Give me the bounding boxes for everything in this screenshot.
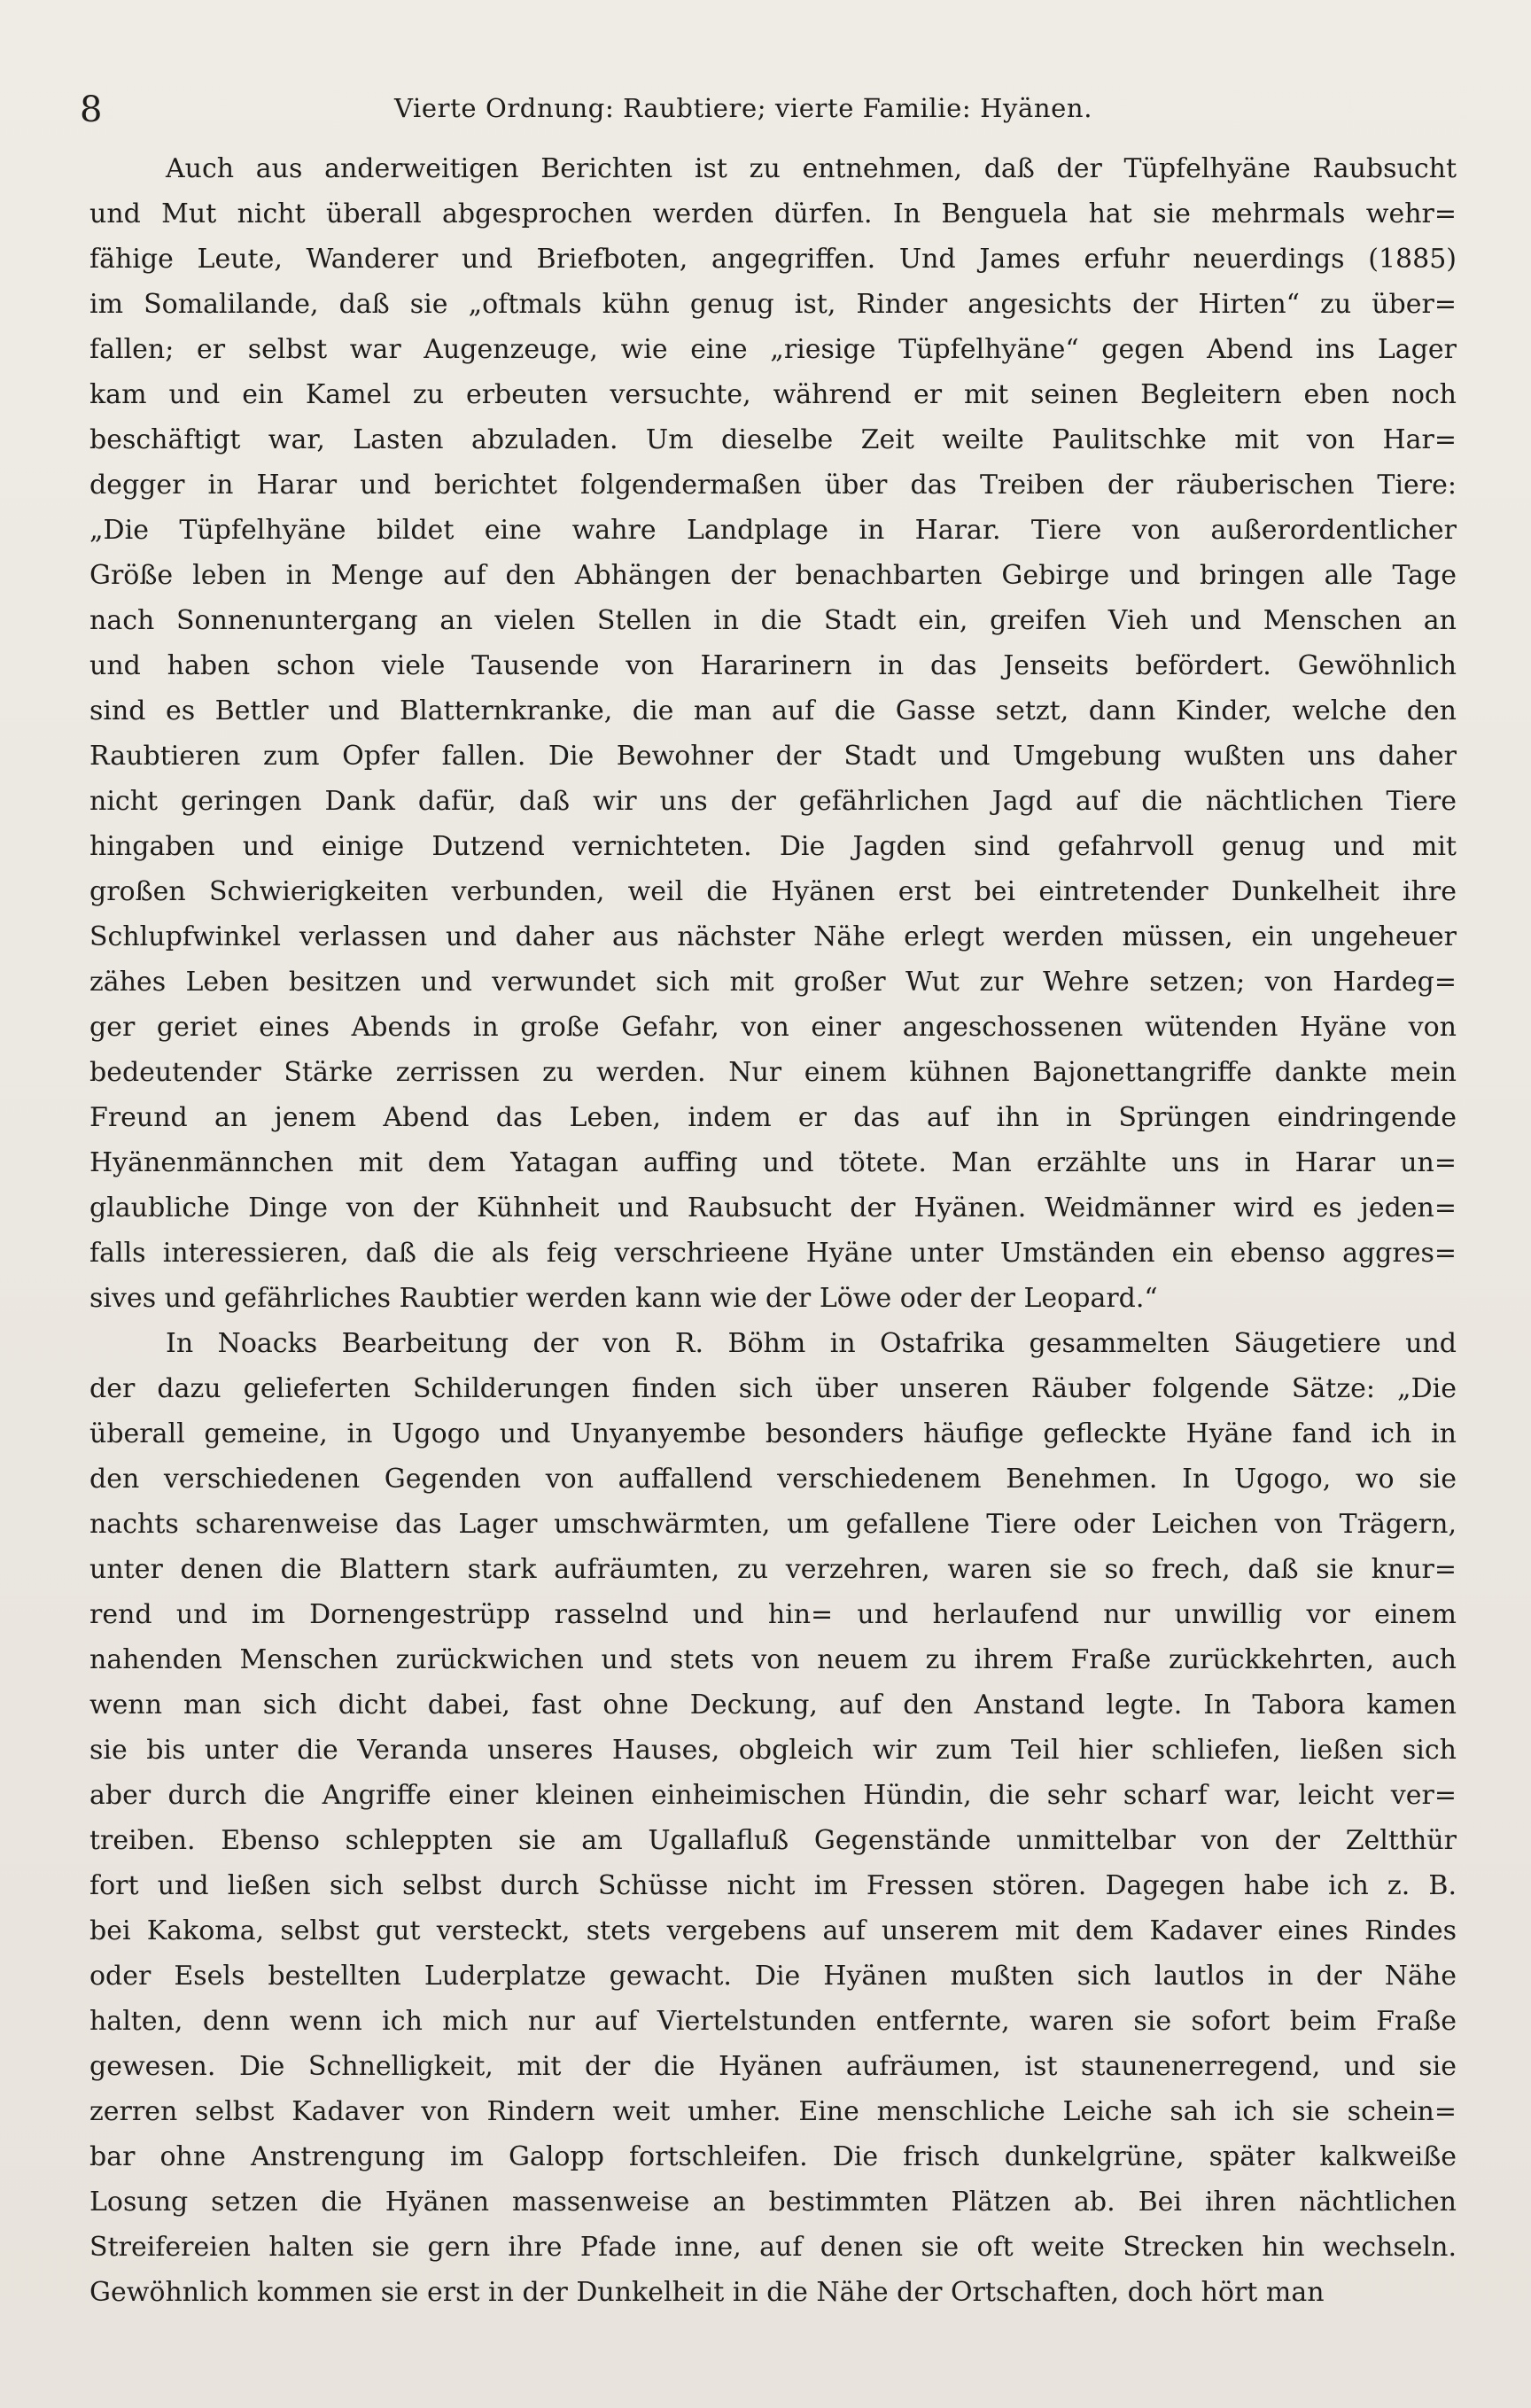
page-number: 8 (80, 89, 103, 130)
text-line: der dazu gelieferten Schilderungen finden sich über unseren Räuber folgende Sätze: „Die (89, 1373, 1457, 1404)
text-line: fallen; er selbst war Augenzeuge, wie eine „riesige Tüpfelhyäne“ gegen Abend ins Lager (89, 334, 1457, 365)
text-line: nachts scharenweise das Lager umschwärmten, um gefallene Tiere oder Leichen von Trägern, (89, 1509, 1457, 1540)
page-header (80, 87, 1462, 140)
text-line: degger in Harar und berichtet folgendermaßen über das Treiben der räuberischen Tiere: (89, 470, 1457, 501)
text-line: zerren selbst Kadaver von Rindern weit umher. Eine menschliche Leiche sah ich sie schein= (89, 2096, 1457, 2127)
text-line: beschäftigt war, Lasten abzuladen. Um dieselbe Zeit weilte Paulitschke mit von Har= (89, 424, 1457, 455)
text-line: im Somalilande, daß sie „oftmals kühn genug ist, Rinder angesichts der Hirten“ zu über= (89, 289, 1457, 320)
text-line: unter denen die Blattern stark aufräumten, zu verzehren, waren sie so frech, daß sie knur= (89, 1554, 1457, 1585)
text-line: nahenden Menschen zurückwichen und stets von neuem zu ihrem Fraße zurückkehrten, auch (89, 1644, 1457, 1675)
text-line: glaubliche Dinge von der Kühnheit und Raubsucht der Hyänen. Weidmänner wird es jeden= (89, 1192, 1457, 1223)
running-head: Vierte Ordnung: Raubtiere; vierte Familie: Hyänen. (394, 93, 1093, 123)
text-line: Hyänenmännchen mit dem Yatagan auffing und tötete. Man erzählte uns in Harar un= (89, 1147, 1457, 1178)
text-line: „Die Tüpfelhyäne bildet eine wahre Landplage in Harar. Tiere von außerordentlicher (89, 515, 1457, 546)
text-line: großen Schwierigkeiten verbunden, weil die Hyänen erst bei eintretender Dunkelheit ihre (89, 876, 1457, 907)
text-line: bei Kakoma, selbst gut versteckt, stets vergebens auf unserem mit dem Kadaver eines Rindes (89, 1915, 1457, 1946)
text-line: Streifereien halten sie gern ihre Pfade inne, auf denen sie oft weite Strecken hin wechseln. (89, 2232, 1457, 2263)
text-line: nicht geringen Dank dafür, daß wir uns der gefährlichen Jagd auf die nächtlichen Tiere (89, 786, 1457, 817)
text-line: Freund an jenem Abend das Leben, indem er das auf ihn in Sprüngen eindringende (89, 1102, 1457, 1133)
text-line: sives und gefährliches Raubtier werden kann wie der Löwe oder der Leopard.“ (89, 1283, 1158, 1314)
text-line: fähige Leute, Wanderer und Briefboten, angegriffen. Und James erfuhr neuerdings (1885) (89, 244, 1457, 275)
text-line: oder Esels bestellten Luderplatze gewacht. Die Hyänen mußten sich lautlos in der Nähe (89, 1961, 1457, 1992)
text-line: und Mut nicht überall abgesprochen werden dürfen. In Benguela hat sie mehrmals wehr= (89, 198, 1457, 229)
text-line: aber durch die Angriffe einer kleinen einheimischen Hündin, die sehr scharf war, leicht ver= (89, 1780, 1457, 1811)
text-line: zähes Leben besitzen und verwundet sich mit großer Wut zur Wehre setzen; von Hardeg= (89, 967, 1457, 998)
text-line: Auch aus anderweitigen Berichten ist zu entnehmen, daß der Tüpfelhyäne Raubsucht (166, 153, 1457, 184)
text-line: nach Sonnenuntergang an vielen Stellen in die Stadt ein, greifen Vieh und Menschen an (89, 605, 1457, 636)
text-line: wenn man sich dicht dabei, fast ohne Deckung, auf den Anstand legte. In Tabora kamen (89, 1689, 1457, 1721)
text-line: gewesen. Die Schnelligkeit, mit der die Hyänen aufräumen, ist staunenerregend, und sie (89, 2051, 1457, 2082)
text-line: fort und ließen sich selbst durch Schüsse nicht im Fressen stören. Dagegen habe ich z. B. (89, 1870, 1457, 1901)
text-line: überall gemeine, in Ugogo und Unyanyembe besonders häufige gefleckte Hyäne fand ich in (89, 1418, 1457, 1449)
text-line: Gewöhnlich kommen sie erst in der Dunkelheit in die Nähe der Ortschaften, doch hört man (89, 2277, 1325, 2308)
text-line: halten, denn wenn ich mich nur auf Viertelstunden entfernte, waren sie sofort beim Fraße (89, 2006, 1457, 2037)
text-line: bedeutender Stärke zerrissen zu werden. Nur einem kühnen Bajonettangriffe dankte mein (89, 1057, 1457, 1088)
text-line: sie bis unter die Veranda unseres Hauses, obgleich wir zum Teil hier schliefen, ließen sich (89, 1735, 1457, 1766)
text-line: treiben. Ebenso schleppten sie am Ugallafluß Gegenstände unmittelbar von der Zeltthür (89, 1825, 1457, 1856)
text-line: ger geriet eines Abends in große Gefahr, von einer angeschossenen wütenden Hyäne von (89, 1012, 1457, 1043)
text-line: und haben schon viele Tausende von Hararinern in das Jenseits befördert. Gewöhnlich (89, 650, 1457, 681)
text-line: falls interessieren, daß die als feig verschrieene Hyäne unter Umständen ein ebenso aggres= (89, 1238, 1457, 1269)
text-line: hingaben und einige Dutzend vernichteten. Die Jagden sind gefahrvoll genug und mit (89, 831, 1457, 862)
text-line: rend und im Dornengestrüpp rasselnd und hin= und herlaufend nur unwillig vor einem (89, 1599, 1457, 1630)
text-line: kam und ein Kamel zu erbeuten versuchte, während er mit seinen Begleitern eben noch (89, 379, 1457, 410)
text-line: Größe leben in Menge auf den Abhängen der benachbarten Gebirge und bringen alle Tage (89, 560, 1457, 591)
body-text (89, 146, 1457, 2315)
text-line: sind es Bettler und Blatternkranke, die man auf die Gasse setzt, dann Kinder, welche den (89, 695, 1457, 726)
text-line: Raubtieren zum Opfer fallen. Die Bewohner der Stadt und Umgebung wußten uns daher (89, 741, 1457, 772)
text-line: Schlupfwinkel verlassen und daher aus nächster Nähe erlegt werden müssen, ein ungeheuer (89, 921, 1457, 952)
text-line: Losung setzen die Hyänen massenweise an bestimmten Plätzen ab. Bei ihren nächtlichen (89, 2187, 1457, 2218)
text-line: bar ohne Anstrengung im Galopp fortschleifen. Die frisch dunkelgrüne, später kalkweiße (89, 2141, 1457, 2172)
text-line: In Noacks Bearbeitung der von R. Böhm in Ostafrika gesammelten Säugetiere und (166, 1328, 1457, 1359)
text-line: den verschiedenen Gegenden von auffallend verschiedenem Benehmen. In Ugogo, wo sie (89, 1464, 1457, 1495)
